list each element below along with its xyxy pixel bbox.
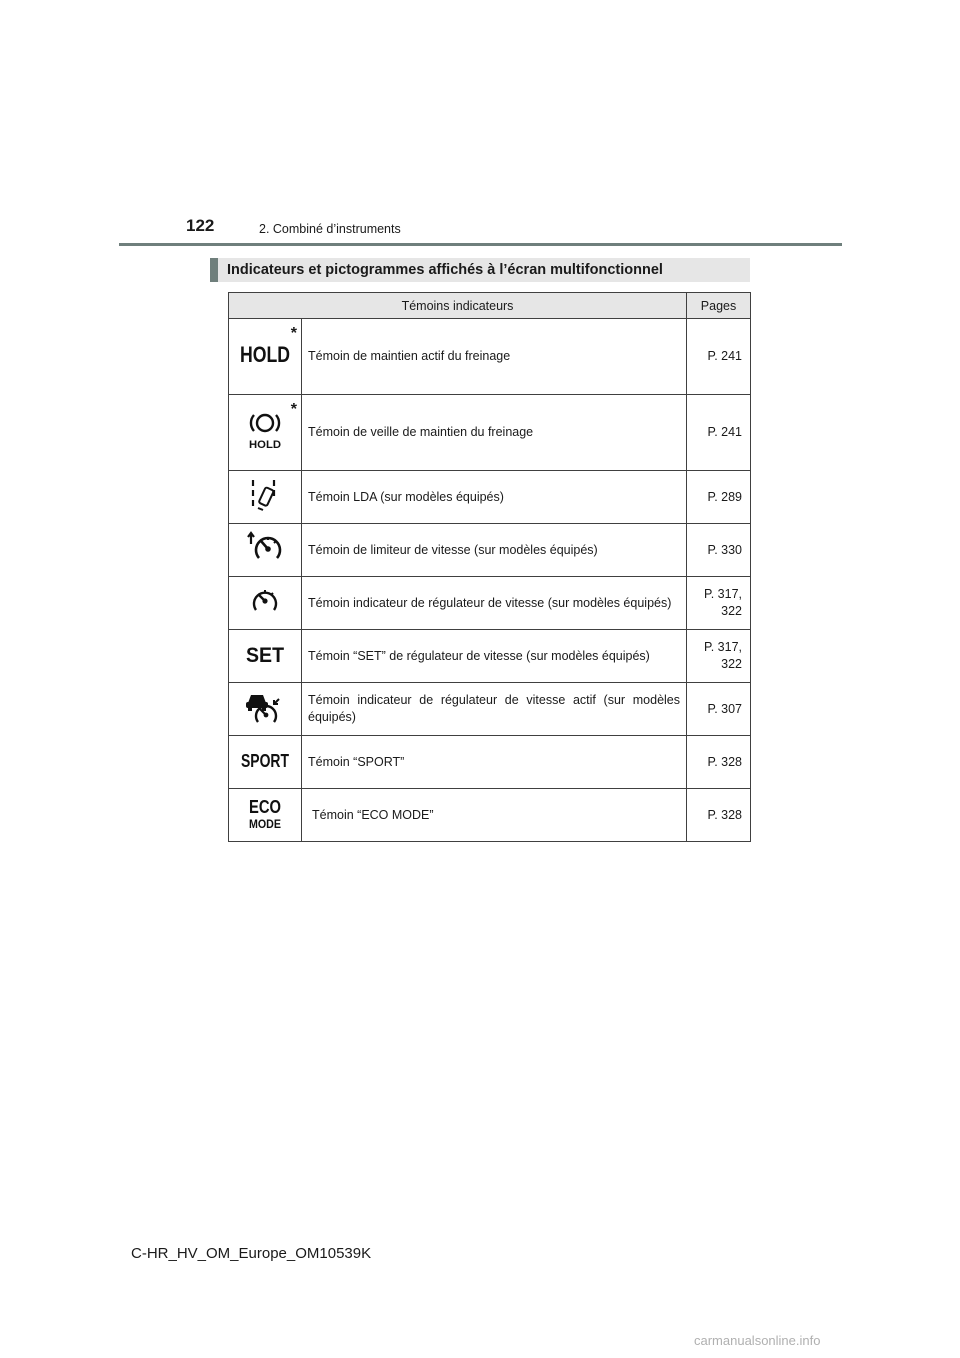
svg-text:SPORT: SPORT	[241, 750, 289, 771]
brake-hold-standby-icon	[245, 410, 285, 455]
indicator-label: Témoin de maintien actif du freinage	[302, 319, 687, 395]
page-reference: P. 328	[687, 789, 751, 842]
table-row	[229, 319, 751, 395]
chapter-title: 2. Combiné d’instruments	[259, 222, 401, 236]
cruise-control-icon	[250, 586, 280, 621]
page-reference-line: P. 317,	[704, 640, 743, 654]
footnote-asterisk: *	[290, 401, 297, 418]
page-reference-line: 322	[721, 604, 743, 618]
radar-cruise-active-icon	[244, 689, 286, 730]
icon-cell	[229, 524, 302, 577]
icon-cell	[229, 789, 302, 842]
speed-limiter-icon	[247, 532, 283, 569]
page-reference-line: P. 317,	[704, 587, 743, 601]
table-row	[229, 683, 751, 736]
indicators-table	[228, 292, 751, 842]
table-row	[229, 524, 751, 577]
indicator-label: Témoin de limiteur de vitesse (sur modèles équipés)	[302, 524, 687, 577]
lane-departure-alert-icon	[250, 478, 280, 517]
sport-text-icon	[239, 749, 291, 776]
table-row	[229, 471, 751, 524]
indicator-label: Témoin indicateur de régulateur de vitesse (sur modèles équipés)	[302, 577, 687, 630]
icon-cell	[229, 395, 302, 471]
svg-text:HOLD: HOLD	[249, 439, 282, 451]
page-reference-line: 322	[721, 657, 743, 671]
icon-cell	[229, 736, 302, 789]
page-reference: P. 307	[687, 683, 751, 736]
svg-text:MODE: MODE	[249, 816, 281, 831]
page-number: 122	[186, 216, 215, 235]
table-header-row	[229, 293, 751, 319]
icon-cell	[229, 577, 302, 630]
indicator-label: Témoin “SET” de régulateur de vitesse (sur modèles équipés)	[302, 630, 687, 683]
page-reference	[687, 630, 751, 683]
svg-text:HOLD: HOLD	[240, 342, 290, 367]
document-id: C-HR_HV_OM_Europe_OM10539K	[131, 1245, 372, 1262]
icon-cell	[229, 319, 302, 395]
table-row	[229, 577, 751, 630]
column-header-indicators: Témoins indicateurs	[229, 293, 687, 319]
page-reference: P. 330	[687, 524, 751, 577]
table-row	[229, 395, 751, 471]
indicator-label: Témoin “SPORT”	[302, 736, 687, 789]
header-rule	[119, 243, 842, 246]
hold-text-icon	[237, 341, 293, 372]
column-header-pages: Pages	[687, 293, 751, 319]
svg-text:ECO: ECO	[249, 796, 281, 817]
page-reference	[687, 577, 751, 630]
icon-cell	[229, 471, 302, 524]
table-row	[229, 630, 751, 683]
page-reference: P. 289	[687, 471, 751, 524]
indicator-label: Témoin LDA (sur modèles équipés)	[302, 471, 687, 524]
svg-text:SET: SET	[246, 643, 285, 667]
icon-cell	[229, 630, 302, 683]
footnote-asterisk: *	[290, 325, 297, 342]
page-reference: P. 241	[687, 395, 751, 471]
set-text-icon	[244, 642, 286, 671]
table-row	[229, 789, 751, 842]
indicator-label: Témoin de veille de maintien du freinage	[302, 395, 687, 471]
indicator-label: Témoin indicateur de régulateur de vitesse actif (sur modèles équipés)	[302, 683, 687, 736]
eco-mode-text-icon	[245, 796, 285, 835]
table-row	[229, 736, 751, 789]
indicator-label: Témoin “ECO MODE”	[302, 789, 687, 842]
icon-cell	[229, 683, 302, 736]
watermark: carmanualsonline.info	[694, 1333, 821, 1348]
page-reference: P. 241	[687, 319, 751, 395]
section-heading: Indicateurs et pictogrammes affichés à l’écran multifonctionnel	[210, 258, 750, 282]
page-reference: P. 328	[687, 736, 751, 789]
